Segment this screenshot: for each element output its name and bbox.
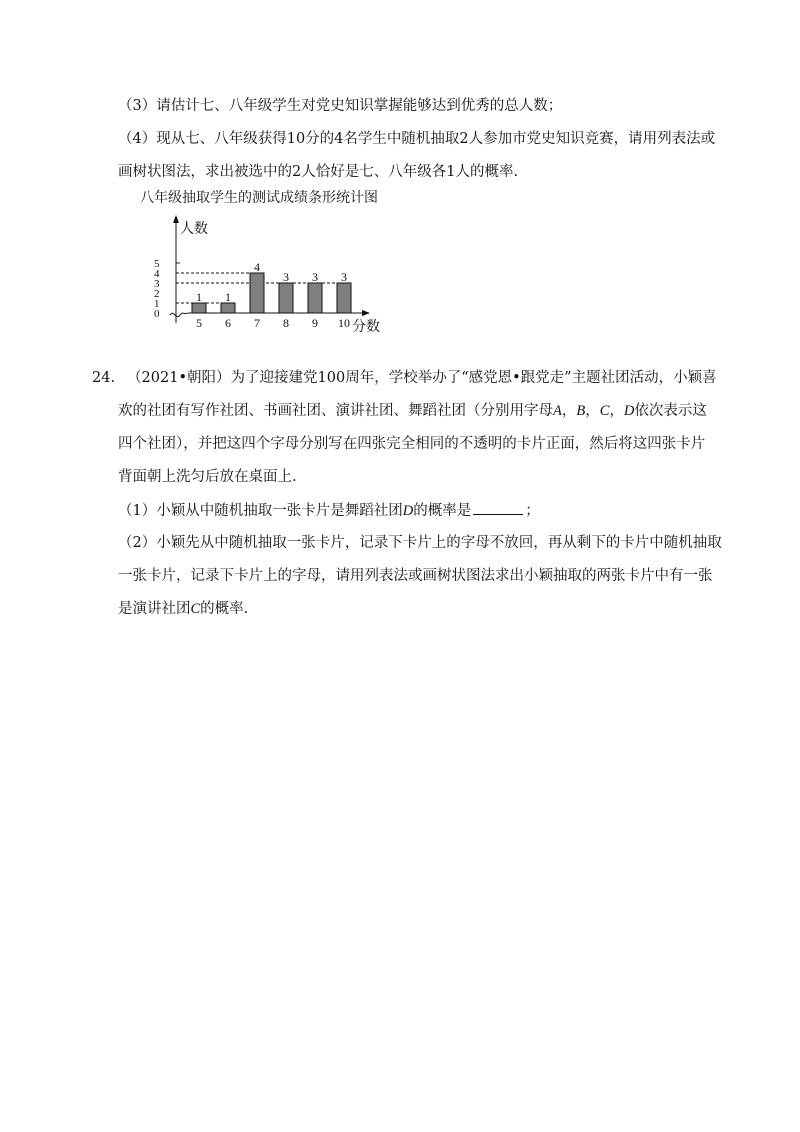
y-axis-arrow xyxy=(173,215,179,223)
separator: ， xyxy=(609,403,624,419)
bar xyxy=(250,273,264,313)
bar xyxy=(221,303,235,313)
y-axis-label: 人数 xyxy=(180,222,208,237)
bar-value-label: 1 xyxy=(196,290,202,304)
part1-punct: ； xyxy=(525,503,540,519)
x-axis-arrow xyxy=(362,310,370,316)
question-24-part2-line3 xyxy=(118,599,248,619)
bar-value-label: 1 xyxy=(225,290,231,304)
question-24-line4: 背面朝上洗匀后放在桌面上. xyxy=(118,469,297,485)
y-tick-label: 1 xyxy=(154,298,160,310)
letter-c: C xyxy=(190,601,201,617)
letter-d: D xyxy=(402,503,414,519)
x-tick-label: 7 xyxy=(254,316,260,330)
bar xyxy=(279,283,293,313)
x-tick-label: 10 xyxy=(338,316,350,330)
answer-blank[interactable] xyxy=(473,500,523,515)
letter-a: A xyxy=(553,403,562,419)
question-24-line2-text: 欢的社团有写作社团、书画社团、演讲社团、舞蹈社团（分别用字母 xyxy=(118,403,553,419)
part2-text: 是演讲社团 xyxy=(118,601,191,617)
question-4-text-line2: 画树状图法，求出被选中的2人恰好是七、八年级各1人的概率. xyxy=(118,164,519,180)
question-24-part2-line2: 一张卡片，记录下卡片上的字母，请用列表法或画树状图法求出小颖抽取的两张卡片中有一张 xyxy=(118,568,713,584)
bar xyxy=(192,303,206,313)
separator: ， xyxy=(561,403,577,419)
question-source: （2021•朝阳） xyxy=(127,370,231,386)
y-tick-label: 5 xyxy=(154,258,160,270)
question-24-intro: 为了迎接建党100周年，学校举办了“感党恩•跟党走”主题社团活动，小颖喜 xyxy=(230,370,717,386)
bar-chart xyxy=(140,185,400,340)
x-tick-label: 5 xyxy=(196,316,202,330)
x-tick-label: 9 xyxy=(312,316,318,330)
question-number: 24. xyxy=(92,370,116,386)
part1-text-end: 的概率是 xyxy=(413,503,472,519)
x-tick-label: 6 xyxy=(225,316,231,330)
y-tick-label: 2 xyxy=(154,288,160,300)
axis-break-mark xyxy=(170,313,188,317)
y-tick-label: 3 xyxy=(154,278,160,290)
question-24-line3: 四个社团），并把这四个字母分别写在四张完全相同的不透明的卡片正面，然后将这四张卡片 xyxy=(118,436,706,452)
question-24-line1 xyxy=(92,368,717,388)
letter-b: B xyxy=(576,403,586,419)
bar xyxy=(337,283,351,313)
x-tick-label: 8 xyxy=(283,316,289,330)
question-3-text: （3）请估计七、八年级学生对党史知识掌握能够达到优秀的总人数； xyxy=(118,98,563,114)
question-24-part2-line1: （2）小颖先从中随机抽取一张卡片，记录下卡片上的字母不放回，再从剩下的卡片中随机抽取 xyxy=(118,535,722,551)
question-24-part1 xyxy=(118,500,540,521)
letter-c: C xyxy=(599,403,610,419)
bar-value-label: 3 xyxy=(283,270,289,284)
question-24-line2 xyxy=(118,401,707,421)
bar-value-label: 3 xyxy=(341,270,347,284)
part1-text: （1）小颖从中随机抽取一张卡片是舞蹈社团 xyxy=(118,503,403,519)
x-axis-label: 分数 xyxy=(352,320,380,335)
chart-title: 八年级抽取学生的测试成绩条形统计图 xyxy=(140,191,378,206)
bar-value-label: 4 xyxy=(254,260,260,274)
separator: ， xyxy=(585,403,600,419)
part2-text-end: 的概率. xyxy=(200,601,249,617)
y-tick-label: 4 xyxy=(154,268,160,280)
y-tick-label: 0 xyxy=(154,308,160,320)
question-4-text-line1: （4）现从七、八年级获得10分的4名学生中随机抽取2人参加市党史知识竞赛，请用列表法或 xyxy=(118,131,716,147)
letter-d: D xyxy=(623,403,635,419)
bar-value-label: 3 xyxy=(312,270,318,284)
question-24-line2-end: 依次表示这 xyxy=(634,403,707,419)
bar xyxy=(308,283,322,313)
